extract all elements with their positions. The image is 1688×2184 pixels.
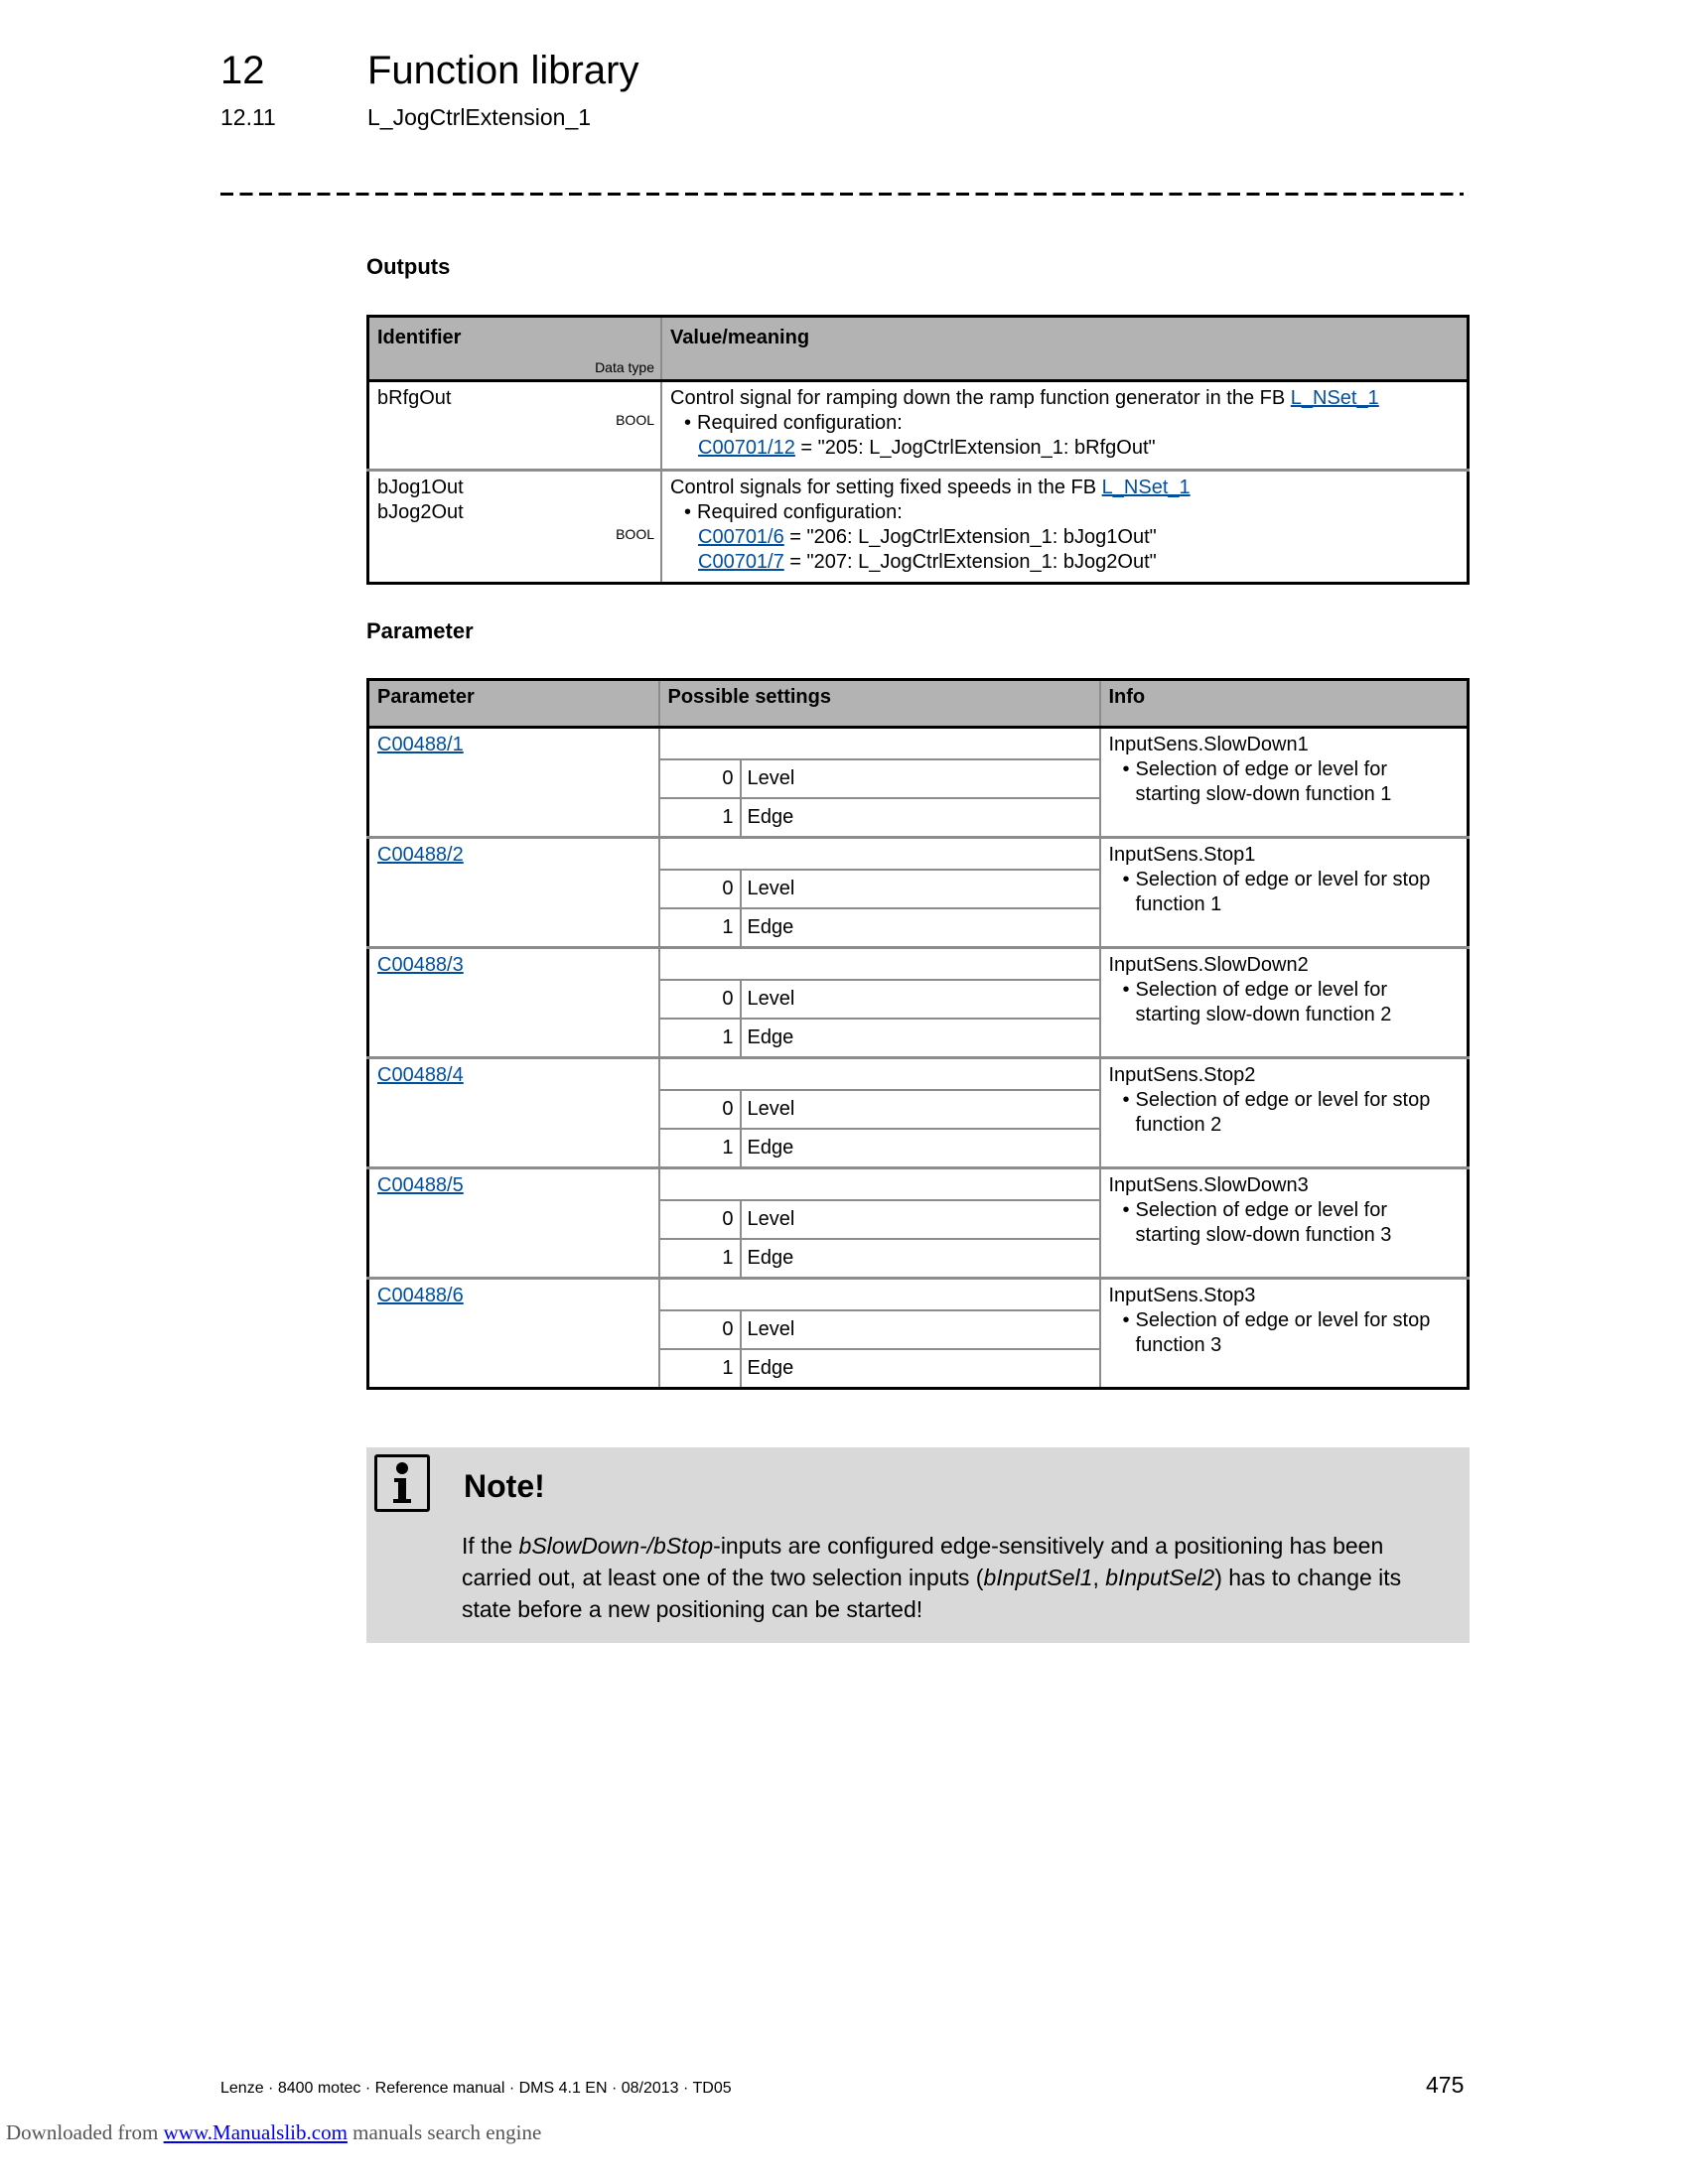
note-text-segment: ) has to change its state before a new positioning can be started!: [462, 1565, 1402, 1622]
setting-label: Level: [741, 759, 1100, 798]
identifier-name: bJog2Out: [377, 501, 464, 523]
note-emphasis: bSlowDown-/bStop: [518, 1533, 714, 1559]
parameter-heading: Parameter: [366, 618, 474, 643]
parameter-cell: [368, 728, 659, 838]
config-line: [670, 550, 1459, 575]
info-bullet: [1109, 868, 1460, 917]
info-title: InputSens.SlowDown2: [1108, 954, 1309, 976]
output-row: [368, 381, 1469, 471]
bullet-mark: •: [1122, 979, 1130, 1001]
data-type-label: Data type: [595, 359, 654, 375]
setting-value: 1: [659, 1239, 741, 1279]
setting-value: 1: [659, 1129, 741, 1168]
outputs-table: [366, 315, 1470, 585]
download-banner: [6, 2120, 541, 2144]
setting-value: 0: [659, 1090, 741, 1129]
parameter-code-link[interactable]: C00488/1: [377, 734, 464, 755]
info-title: InputSens.Stop3: [1108, 1285, 1256, 1306]
data-type-value: BOOL: [616, 526, 654, 542]
description: [670, 386, 1459, 411]
value-label: Value/meaning: [670, 327, 810, 348]
value-cell: [661, 471, 1469, 584]
parameter-cell: [368, 1168, 659, 1279]
parameter-row: [368, 838, 1469, 871]
info-bullet: [1109, 978, 1460, 1027]
description: [670, 476, 1459, 500]
setting-label: Edge: [741, 1239, 1100, 1279]
data-type-value: BOOL: [616, 412, 654, 428]
info-bullet: [1109, 1308, 1460, 1358]
settings-header-cell: [659, 948, 1100, 981]
identifier-cell: [368, 471, 662, 584]
note-title: Note!: [464, 1468, 545, 1504]
manualslib-link[interactable]: www.Manualslib.com: [163, 2120, 348, 2144]
parameter-table: [366, 678, 1470, 1390]
info-title: InputSens.SlowDown3: [1108, 1174, 1309, 1196]
config-line: [670, 525, 1459, 550]
parameter-code-link[interactable]: C00488/6: [377, 1285, 464, 1306]
info-description: Selection of edge or level for stop function 1: [1135, 869, 1431, 915]
setting-value: 0: [659, 980, 741, 1019]
bullet-mark: •: [1122, 869, 1130, 890]
setting-value: 0: [659, 870, 741, 908]
info-bullet: [1109, 1198, 1460, 1248]
info-cell: [1100, 1168, 1469, 1279]
parameter-code-link[interactable]: C00488/2: [377, 844, 464, 866]
parameter-row: [368, 1058, 1469, 1091]
value-cell: [661, 381, 1469, 471]
chapter-number: 12: [220, 49, 265, 92]
bullet-mark: •: [1122, 1309, 1130, 1331]
info-cell: [1100, 728, 1469, 838]
setting-label: Level: [741, 1200, 1100, 1239]
setting-label: Edge: [741, 908, 1100, 948]
note-text-segment: ,: [1092, 1565, 1106, 1590]
info-icon: [374, 1454, 430, 1512]
config-code-link[interactable]: C00701/7: [698, 551, 784, 573]
column-header-info: Info: [1100, 680, 1469, 728]
function-block-link[interactable]: L_NSet_1: [1101, 477, 1191, 498]
parameter-code-link[interactable]: C00488/4: [377, 1064, 464, 1086]
settings-header-cell: [659, 1279, 1100, 1311]
note-text-segment: If the: [462, 1533, 519, 1559]
info-cell: [1100, 1058, 1469, 1168]
setting-value: 0: [659, 1200, 741, 1239]
info-title: InputSens.Stop2: [1108, 1064, 1256, 1086]
config-value: = "207: L_JogCtrlExtension_1: bJog2Out": [783, 551, 1157, 573]
description-text: Control signals for setting fixed speeds in the FB: [670, 477, 1102, 498]
parameter-cell: [368, 838, 659, 948]
identifier-label: Identifier: [377, 327, 462, 348]
identifier-name: bJog1Out: [377, 477, 464, 498]
page-number: 475: [1426, 2072, 1465, 2098]
output-row: [368, 471, 1469, 584]
setting-label: Level: [741, 870, 1100, 908]
column-header-settings: Possible settings: [659, 680, 1100, 728]
setting-value: 1: [659, 1349, 741, 1389]
bullet-mark: •: [1122, 1199, 1130, 1221]
parameter-cell: [368, 1058, 659, 1168]
parameter-cell: [368, 948, 659, 1058]
note-emphasis: bInputSel1: [983, 1565, 1093, 1590]
setting-label: Edge: [741, 1349, 1100, 1389]
config-code-link[interactable]: C00701/6: [698, 526, 784, 548]
identifier-name: bRfgOut: [377, 387, 452, 409]
settings-header-cell: [659, 1058, 1100, 1091]
settings-header-cell: [659, 1168, 1100, 1201]
parameter-row: [368, 1279, 1469, 1311]
download-suffix: manuals search engine: [347, 2120, 542, 2144]
note-text-segment: -inputs are configured edge-sensitively and a positioning has been carried out, at least one of the two selection inputs (: [462, 1533, 1384, 1590]
bullet-mark: •: [1122, 1089, 1130, 1111]
setting-label: Edge: [741, 1129, 1100, 1168]
info-description: Selection of edge or level for stop function 2: [1135, 1089, 1431, 1136]
setting-value: 0: [659, 759, 741, 798]
setting-label: Level: [741, 1310, 1100, 1349]
config-bullet: • Required configuration:: [670, 500, 1459, 525]
info-description: Selection of edge or level for stop function 3: [1135, 1309, 1431, 1356]
config-value: = "205: L_JogCtrlExtension_1: bRfgOut": [794, 437, 1156, 459]
parameter-code-link[interactable]: C00488/3: [377, 954, 464, 976]
setting-label: Edge: [741, 1019, 1100, 1058]
config-code-link[interactable]: C00701/12: [698, 437, 795, 459]
config-line: [670, 436, 1459, 461]
info-description: Selection of edge or level for starting slow-down function 2: [1135, 979, 1392, 1025]
header-divider: [220, 193, 1464, 196]
info-description: Selection of edge or level for starting slow-down function 1: [1135, 758, 1392, 805]
bullet-mark: •: [1122, 758, 1130, 780]
identifier-cell: [368, 381, 662, 471]
info-bullet: [1109, 757, 1460, 807]
footer-document-info: Lenze · 8400 motec · Reference manual · DMS 4.1 EN · 08/2013 · TD05: [220, 2080, 732, 2097]
parameter-row: [368, 1168, 1469, 1201]
function-block-link[interactable]: L_NSet_1: [1290, 387, 1379, 409]
info-cell: [1100, 838, 1469, 948]
info-cell: [1100, 948, 1469, 1058]
setting-label: Edge: [741, 798, 1100, 838]
setting-value: 1: [659, 798, 741, 838]
column-header-value: [661, 317, 1469, 381]
column-header-parameter: Parameter: [368, 680, 659, 728]
config-value: = "206: L_JogCtrlExtension_1: bJog1Out": [783, 526, 1157, 548]
note-emphasis: bInputSel2: [1105, 1565, 1215, 1590]
setting-label: Level: [741, 1090, 1100, 1129]
info-cell: [1100, 1279, 1469, 1389]
outputs-heading: Outputs: [366, 254, 451, 279]
info-description: Selection of edge or level for starting slow-down function 3: [1135, 1199, 1392, 1246]
settings-header-cell: [659, 838, 1100, 871]
chapter-title: Function library: [367, 49, 639, 92]
info-title: InputSens.Stop1: [1108, 844, 1256, 866]
setting-value: 1: [659, 908, 741, 948]
parameter-cell: [368, 1279, 659, 1389]
parameter-row: [368, 948, 1469, 981]
config-bullet: • Required configuration:: [670, 411, 1459, 436]
note-text: [462, 1530, 1455, 1625]
info-bullet: [1109, 1088, 1460, 1138]
parameter-code-link[interactable]: C00488/5: [377, 1174, 464, 1196]
info-title: InputSens.SlowDown1: [1108, 734, 1309, 755]
setting-value: 0: [659, 1310, 741, 1349]
column-header-identifier: [368, 317, 662, 381]
setting-label: Level: [741, 980, 1100, 1019]
description-text: Control signal for ramping down the ramp function generator in the FB: [670, 387, 1291, 409]
setting-value: 1: [659, 1019, 741, 1058]
parameter-row: [368, 728, 1469, 760]
section-number: 12.11: [220, 104, 276, 130]
settings-header-cell: [659, 728, 1100, 760]
download-prefix: Downloaded from: [6, 2120, 164, 2144]
section-title: L_JogCtrlExtension_1: [367, 104, 592, 130]
